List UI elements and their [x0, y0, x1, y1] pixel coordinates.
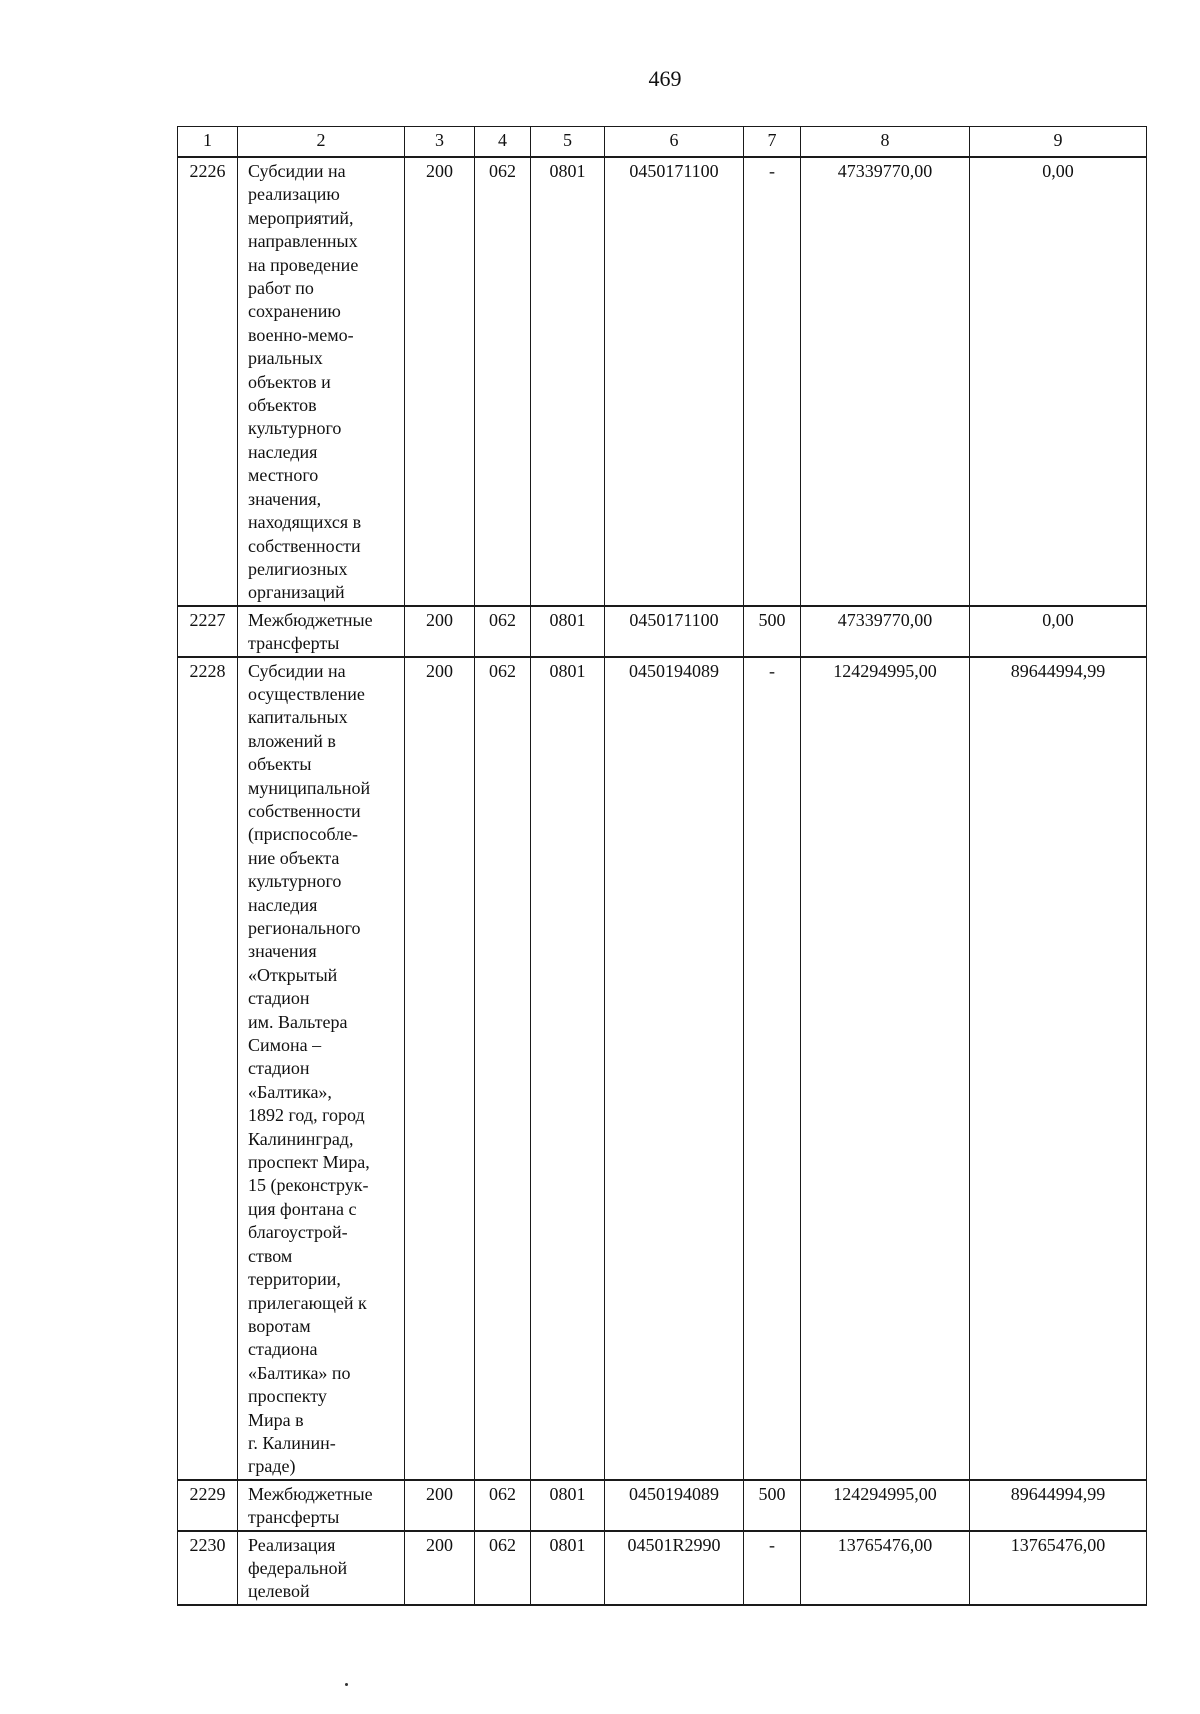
- table-header-row: [178, 127, 1147, 158]
- cell-col6: 0450171100: [605, 606, 744, 657]
- cell-col4: 062: [475, 157, 531, 606]
- cell-col3: 200: [405, 657, 475, 1480]
- cell-col4: 062: [475, 1531, 531, 1605]
- row-number: 2226: [178, 157, 238, 606]
- cell-col3: 200: [405, 1531, 475, 1605]
- row-name: Субсидии на реализацию мероприятий, направленных на проведение работ по сохранению военно-мемо- риальных объектов и объектов культурного наследия местного значения, находящихся в собственности религиозных организаций: [238, 157, 405, 606]
- row-number: 2227: [178, 606, 238, 657]
- table-row: [178, 657, 1147, 1480]
- page-number: 469: [648, 66, 682, 91]
- row-name: Межбюджетные трансферты: [238, 606, 405, 657]
- column-header: 8: [801, 127, 970, 158]
- cell-col8: 124294995,00: [801, 657, 970, 1480]
- row-number: 2229: [178, 1480, 238, 1531]
- row-name: Субсидии на осуществление капитальных вложений в объекты муниципальной собственности (приспособле- ние объекта культурного наследия регионального значения «Открытый стадион им. Вальтера Симона – стадион «Балтика», 1892 год, город Калининград, проспект Мира, 15 (реконструк- ция фонтана с благоустрой- ством территории, прилегающей к воротам стадиона «Балтика» по проспекту Мира в г. Калинин- граде): [238, 657, 405, 1480]
- row-number: 2230: [178, 1531, 238, 1605]
- cell-col8: 13765476,00: [801, 1531, 970, 1605]
- cell-col9: 0,00: [970, 157, 1147, 606]
- cell-col4: 062: [475, 606, 531, 657]
- row-name: Реализация федеральной целевой: [238, 1531, 405, 1605]
- row-name: Межбюджетные трансферты: [238, 1480, 405, 1531]
- cell-col8: 124294995,00: [801, 1480, 970, 1531]
- column-header: 9: [970, 127, 1147, 158]
- cell-col7: -: [744, 1531, 801, 1605]
- column-header: 2: [238, 127, 405, 158]
- cell-col6: 0450194089: [605, 1480, 744, 1531]
- cell-col6: 0450171100: [605, 157, 744, 606]
- cell-col7: 500: [744, 1480, 801, 1531]
- cell-col3: 200: [405, 606, 475, 657]
- row-number: 2228: [178, 657, 238, 1480]
- cell-col7: 500: [744, 606, 801, 657]
- table-row: [178, 606, 1147, 657]
- cell-col5: 0801: [531, 657, 605, 1480]
- table-row: [178, 1531, 1147, 1605]
- table-row: [178, 157, 1147, 606]
- column-header: 3: [405, 127, 475, 158]
- cell-col8: 47339770,00: [801, 157, 970, 606]
- table-row: [178, 1480, 1147, 1531]
- column-header: 7: [744, 127, 801, 158]
- column-header: 5: [531, 127, 605, 158]
- cell-col5: 0801: [531, 1531, 605, 1605]
- cell-col5: 0801: [531, 606, 605, 657]
- column-header: 1: [178, 127, 238, 158]
- column-header: 6: [605, 127, 744, 158]
- cell-col7: -: [744, 157, 801, 606]
- scan-speck: [345, 1683, 348, 1686]
- cell-col5: 0801: [531, 157, 605, 606]
- cell-col5: 0801: [531, 1480, 605, 1531]
- cell-col4: 062: [475, 1480, 531, 1531]
- cell-col8: 47339770,00: [801, 606, 970, 657]
- cell-col7: -: [744, 657, 801, 1480]
- budget-table: [177, 126, 1147, 1606]
- column-header: 4: [475, 127, 531, 158]
- cell-col9: 13765476,00: [970, 1531, 1147, 1605]
- cell-col6: 0450194089: [605, 657, 744, 1480]
- cell-col9: 89644994,99: [970, 657, 1147, 1480]
- cell-col9: 89644994,99: [970, 1480, 1147, 1531]
- cell-col6: 04501R2990: [605, 1531, 744, 1605]
- cell-col3: 200: [405, 1480, 475, 1531]
- cell-col4: 062: [475, 657, 531, 1480]
- cell-col3: 200: [405, 157, 475, 606]
- cell-col9: 0,00: [970, 606, 1147, 657]
